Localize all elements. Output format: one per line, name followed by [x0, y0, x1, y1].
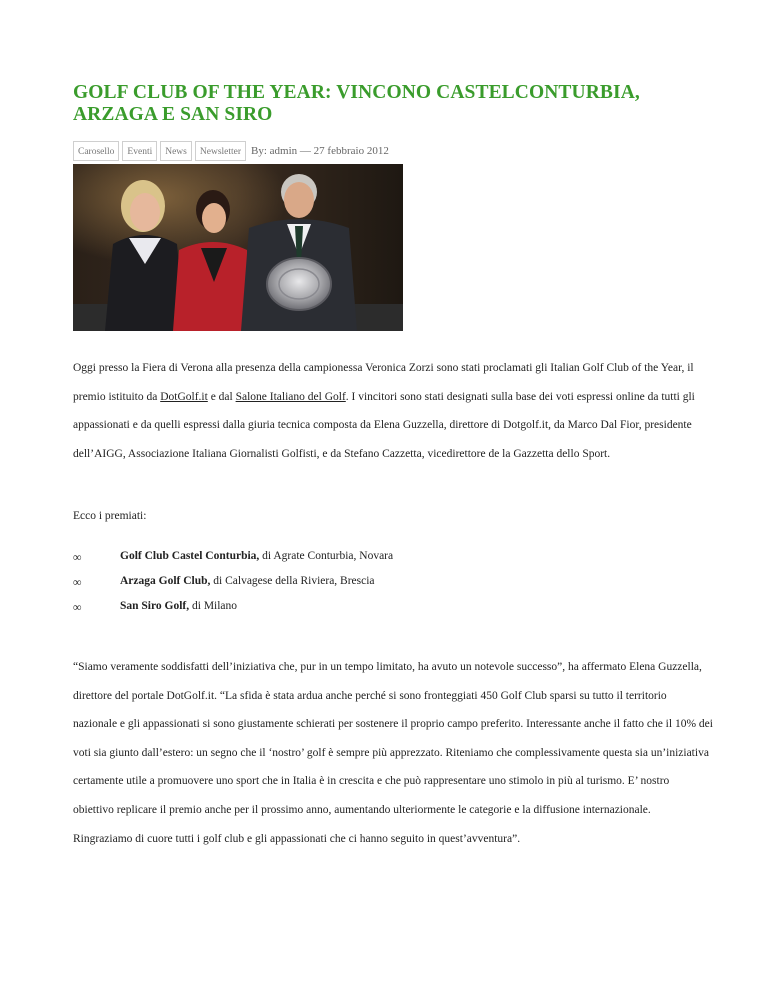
winner-location: di Milano [189, 600, 238, 612]
intro-text-1: Oggi presso la Fiera di Verona alla presenza della campionessa Veronica Zorzi sono stati proclamati gli Italian Golf Club of the Year, il premio istituito da [73, 362, 694, 403]
category-tag-carosello[interactable]: Carosello [73, 141, 119, 161]
winner-name: Arzaga Golf Club, [120, 575, 211, 587]
post-meta [73, 140, 389, 162]
category-tag-eventi[interactable]: Eventi [122, 141, 157, 161]
winners-list [73, 547, 713, 622]
byline: By: admin — 27 febbraio 2012 [251, 145, 389, 157]
winner-name: Golf Club Castel Conturbia, [120, 550, 260, 562]
winner-location: di Agrate Conturbia, Novara [259, 550, 394, 562]
quote-paragraph: “Siamo veramente soddisfatti dell’iniziativa che, pur in un tempo limitato, ha avuto un notevole successo”, ha affermato Elena Guzzella, direttore del portale DotGolf.it. “La sfida è stata ardua anche perché si sono fronteggiati 450 Golf Club sparsi su tutto il territorio nazionale e gli appassionati si sono giustamente schierati per sostenere il proprio campo preferito. Interessante anche il fatto che il 10% dei voti sia giunto dall’estero: un segno che il ‘nostro’ golf è sempre più apprezzato. Riteniamo che complessivamente questa sia un’iniziativa certamente utile a promuovere uno sport che in Italia è in crescita e che può rappresentare uno stimolo in più al turismo. E’ nostro obiettivo replicare il premio anche per il prossimo anno, aumentando ulteriormente le categorie e la diffusione internazionale. Ringraziamo di cuore tutti i golf club e gli appassionati che ci hanno seguito in quest’avventura”. [73, 661, 713, 845]
salone-golf-link[interactable]: Salone Italiano del Golf [235, 390, 346, 403]
list-item [73, 547, 713, 572]
article-title[interactable]: GOLF CLUB OF THE YEAR: VINCONO CASTELCONTURBIA, ARZAGA E SAN SIRO [73, 82, 640, 125]
intro-paragraph [73, 354, 713, 468]
dotgolf-link[interactable]: DotGolf.it [160, 390, 208, 403]
category-tag-news[interactable]: News [160, 141, 192, 161]
intro-text-2: e dal [207, 390, 236, 403]
list-item [73, 597, 713, 622]
intro-text-3: . I vincitori sono stati designati sulla base dei voti espressi online da tutti gli appassionati e da quelli espressi dalla giuria tecnica composta da Elena Guzzella, direttore di Dotgolf.it, da Marco Dal Fior, presidente dell’AIGG, Associazione Italiana Giornalisti Golfisti, e da Stefano Cazzetta, vicedirettore de la Gazzetta dello Sport. [73, 390, 695, 460]
infinity-bullet-icon: ∞ [73, 600, 82, 614]
winner-location: di Calvagese della Riviera, Brescia [210, 575, 375, 587]
winner-name: San Siro Golf, [120, 600, 190, 612]
category-tag-newsletter[interactable]: Newsletter [195, 141, 246, 161]
list-item [73, 572, 713, 597]
infinity-bullet-icon: ∞ [73, 550, 82, 564]
infinity-bullet-icon: ∞ [73, 575, 82, 589]
article-photo [73, 164, 403, 331]
winners-intro: Ecco i premiati: [73, 510, 147, 522]
